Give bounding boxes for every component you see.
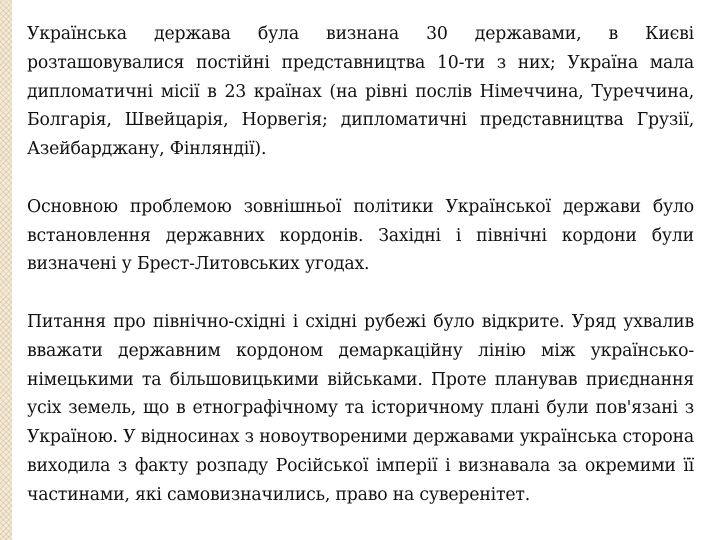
paragraph-eastern-borders: Питання про північно-східні і східні рубежі було відкрите. Уряд ухвалив вважати державним кордоном демаркаційну лінію між українсько-німецькими та більшовицькими військами. Проте планував приєднання усіх земель, що в етнографічному та історичному плані були пов'язані з Україною. У відносинах з новоутвореними державами українська сторона виходила з факту розпаду Російської імперії і визнавала за окремими її частинами, які самовизначились, право на суверенітет. [27, 311, 694, 505]
paragraph-borders: Основною проблемою зовнішньої політики Української держави було встановлення державних кордонів. Західні і північні кордони були визначені у Брест-Литовських угодах. [27, 196, 694, 275]
paragraph-recognition: Українська держава була визнана 30 державами, в Києві розташовувалися постійні представництва 10-ти з них; Україна мала дипломатичні місії в 23 країнах (на рівні послів Німеччина, Туреччина, Болгарія, Швейцарія, Норвегія; дипломатичні представництва Грузії, Азейбарджану, Фінляндії). [27, 24, 694, 160]
document-body [27, 20, 694, 538]
decorative-side-strip [0, 0, 12, 540]
